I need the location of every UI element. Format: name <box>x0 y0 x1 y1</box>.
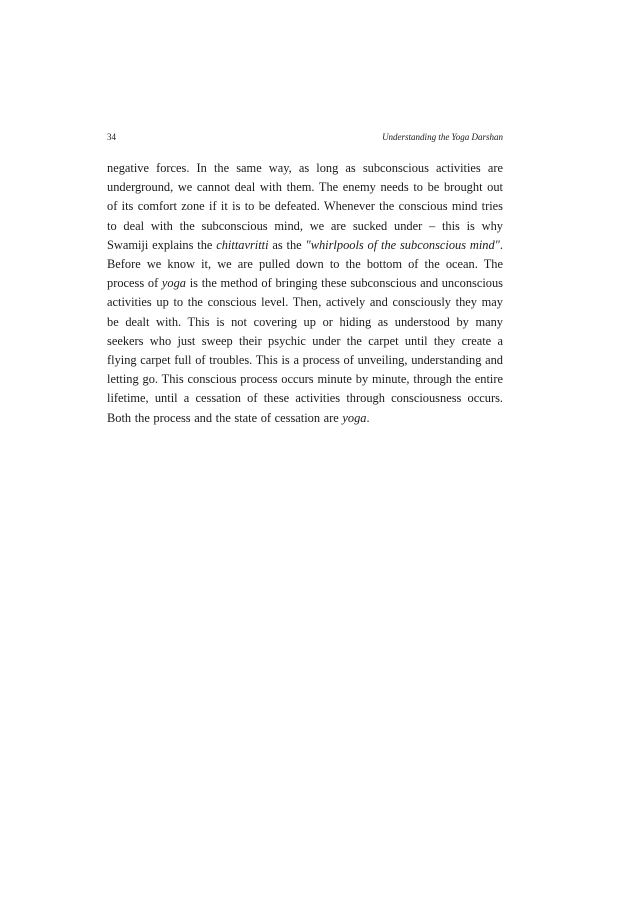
italic-quote: "whirlpools of the subconscious mind" <box>305 237 500 252</box>
text-segment: negative forces. In the same way, as long as subconscious activities are underground, we cannot deal with them. The enemy needs to be brought out of its comfort zone if it is to be defeated. Whenever the conscious mind tries to deal with the subconscious mind, we are sucked under – this is why Swamiji explains the <box>107 161 503 252</box>
body-paragraph <box>107 159 503 428</box>
running-title: Understanding the Yoga Darshan <box>382 132 503 142</box>
page-header <box>107 132 503 148</box>
page-number: 34 <box>107 132 116 142</box>
text-segment: is the method of bringing these subconscious and unconscious activities up to the conscious level. Then, actively and consciously they may be dealt with. This is not covering up or hiding as understood by many seekers who just sweep their psychic under the carpet until they create a flying carpet full of troubles. This is a process of unveiling, understanding and letting go. This conscious process occurs minute by minute, through the entire lifetime, until a cessation of these activities through consciousness occurs. Both the process and the state of cessation are <box>107 276 503 425</box>
italic-term-yoga: yoga <box>161 276 187 291</box>
text-segment: . Before we know it, we are pulled down to the bottom of the ocean. The process of <box>107 237 503 291</box>
italic-term-yoga: yoga <box>342 410 367 425</box>
italic-term-chittavritti: chittavritti <box>216 237 269 252</box>
text-segment: . <box>366 410 370 425</box>
text-segment: as the <box>268 237 306 252</box>
